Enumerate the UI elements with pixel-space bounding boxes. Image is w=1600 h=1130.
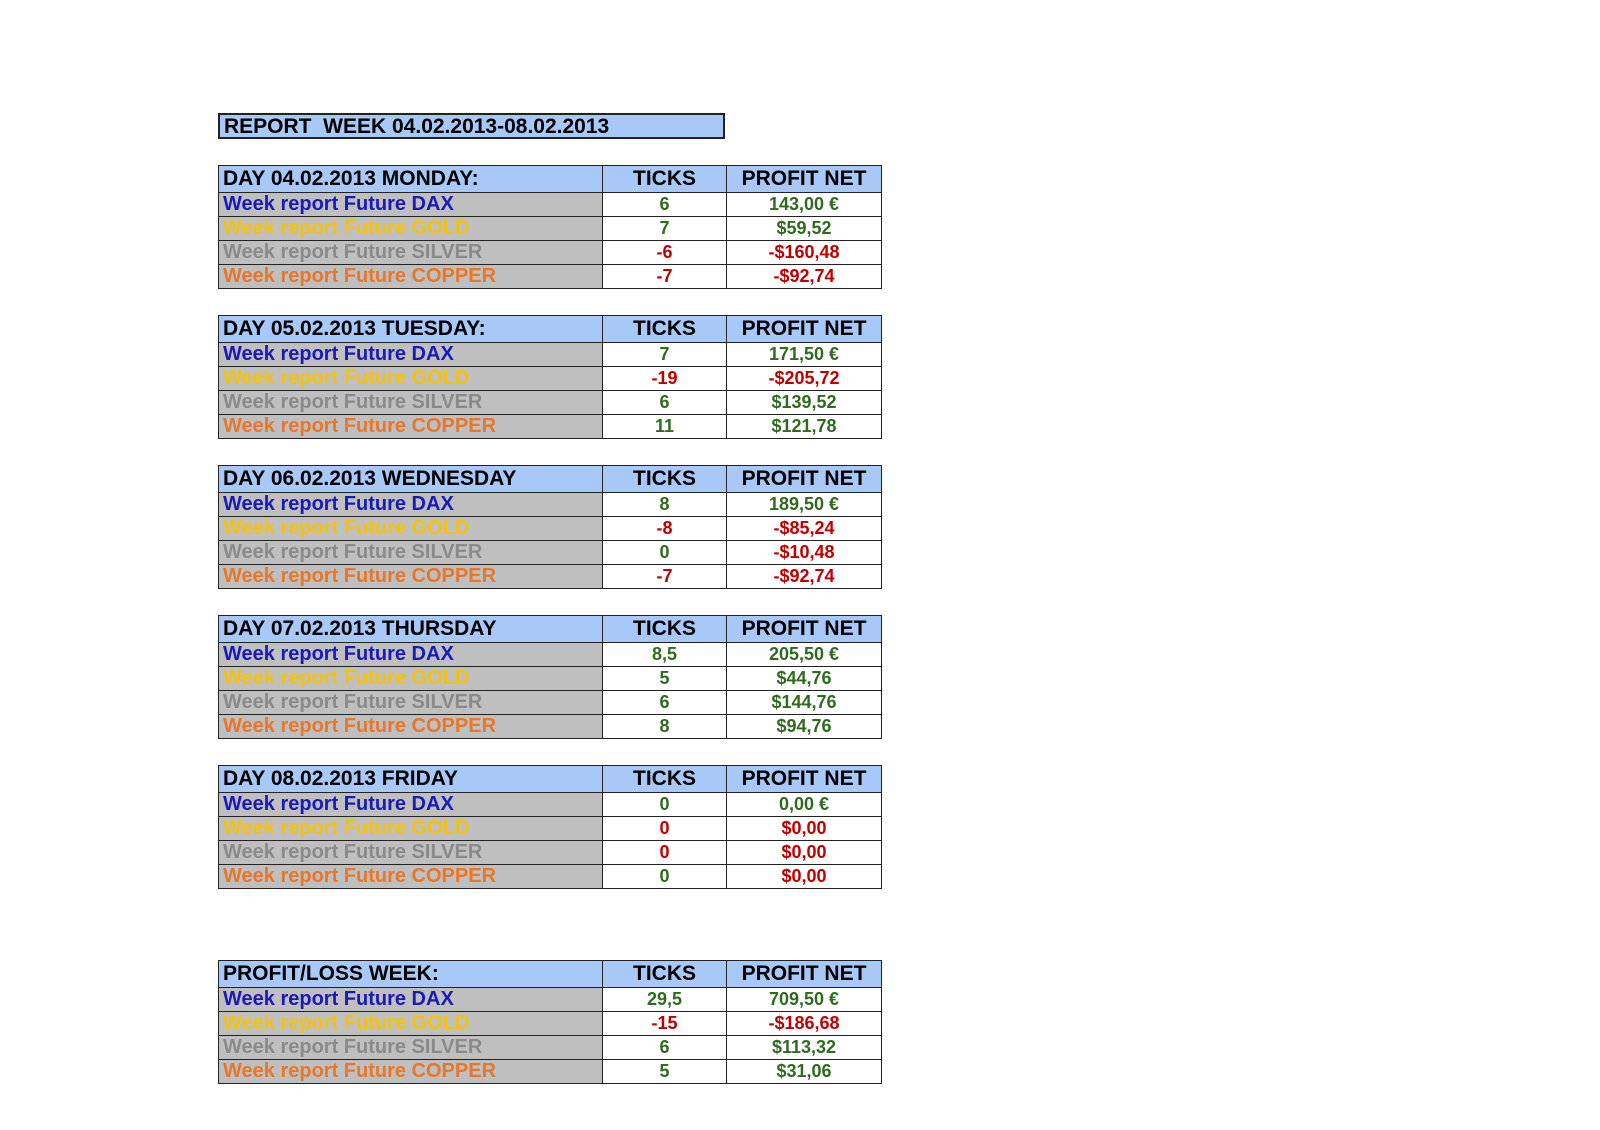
ticks-header: TICKS (603, 316, 727, 343)
instrument-gold: Week report Future GOLD (219, 517, 603, 541)
profit-cell: $59,52 (727, 217, 882, 241)
ticks-header: TICKS (603, 166, 727, 193)
table-header-row (219, 316, 882, 343)
day-table-monday (218, 165, 882, 289)
table-row (219, 793, 882, 817)
instrument-silver: Week report Future SILVER (219, 1036, 603, 1060)
week-total-table (218, 960, 882, 1084)
table-row (219, 367, 882, 391)
instrument-copper: Week report Future COPPER (219, 715, 603, 739)
instrument-dax: Week report Future DAX (219, 793, 603, 817)
day-table-friday (218, 765, 882, 889)
ticks-cell: -8 (603, 517, 727, 541)
table-row (219, 841, 882, 865)
report-title: REPORT WEEK 04.02.2013-08.02.2013 (218, 113, 725, 139)
ticks-header: TICKS (603, 616, 727, 643)
table-row (219, 541, 882, 565)
day-label: DAY 06.02.2013 WEDNESDAY (219, 466, 603, 493)
instrument-gold: Week report Future GOLD (219, 1012, 603, 1036)
profit-cell: 189,50 € (727, 493, 882, 517)
table-header-row (219, 166, 882, 193)
ticks-cell: 7 (603, 343, 727, 367)
ticks-cell: 0 (603, 865, 727, 889)
profit-header: PROFIT NET (727, 166, 882, 193)
ticks-cell: -19 (603, 367, 727, 391)
ticks-cell: 5 (603, 1060, 727, 1084)
ticks-cell: -6 (603, 241, 727, 265)
day-label: DAY 04.02.2013 MONDAY: (219, 166, 603, 193)
instrument-copper: Week report Future COPPER (219, 265, 603, 289)
instrument-gold: Week report Future GOLD (219, 367, 603, 391)
profit-header: PROFIT NET (727, 466, 882, 493)
profit-cell: -$85,24 (727, 517, 882, 541)
ticks-cell: -7 (603, 565, 727, 589)
table-row (219, 493, 882, 517)
table-row (219, 817, 882, 841)
instrument-silver: Week report Future SILVER (219, 691, 603, 715)
profit-cell: $144,76 (727, 691, 882, 715)
ticks-cell: 0 (603, 541, 727, 565)
table-header-row (219, 961, 882, 988)
table-row (219, 667, 882, 691)
profit-cell: $44,76 (727, 667, 882, 691)
profit-cell: -$205,72 (727, 367, 882, 391)
ticks-cell: 5 (603, 667, 727, 691)
instrument-dax: Week report Future DAX (219, 343, 603, 367)
profit-cell: $139,52 (727, 391, 882, 415)
table-row (219, 565, 882, 589)
profit-header: PROFIT NET (727, 316, 882, 343)
ticks-cell: 0 (603, 817, 727, 841)
instrument-dax: Week report Future DAX (219, 493, 603, 517)
ticks-cell: 7 (603, 217, 727, 241)
instrument-copper: Week report Future COPPER (219, 1060, 603, 1084)
day-table-thursday (218, 615, 882, 739)
profit-cell: $0,00 (727, 841, 882, 865)
ticks-header: TICKS (603, 766, 727, 793)
table-header-row (219, 466, 882, 493)
profit-cell: -$92,74 (727, 265, 882, 289)
ticks-cell: 8,5 (603, 643, 727, 667)
profit-cell: $94,76 (727, 715, 882, 739)
table-header-row (219, 766, 882, 793)
instrument-gold: Week report Future GOLD (219, 667, 603, 691)
table-row (219, 517, 882, 541)
table-row (219, 415, 882, 439)
profit-cell: -$186,68 (727, 1012, 882, 1036)
day-table-wednesday (218, 465, 882, 589)
instrument-dax: Week report Future DAX (219, 193, 603, 217)
profit-cell: 205,50 € (727, 643, 882, 667)
table-row (219, 715, 882, 739)
table-row (219, 391, 882, 415)
ticks-cell: 11 (603, 415, 727, 439)
ticks-cell: -15 (603, 1012, 727, 1036)
ticks-cell: 6 (603, 193, 727, 217)
ticks-cell: 8 (603, 715, 727, 739)
profit-cell: $0,00 (727, 817, 882, 841)
table-header-row (219, 616, 882, 643)
instrument-dax: Week report Future DAX (219, 643, 603, 667)
ticks-cell: 0 (603, 793, 727, 817)
instrument-silver: Week report Future SILVER (219, 391, 603, 415)
instrument-silver: Week report Future SILVER (219, 541, 603, 565)
table-row (219, 1036, 882, 1060)
profit-cell: $113,32 (727, 1036, 882, 1060)
ticks-cell: 8 (603, 493, 727, 517)
profit-header: PROFIT NET (727, 961, 882, 988)
profit-cell: $0,00 (727, 865, 882, 889)
instrument-silver: Week report Future SILVER (219, 841, 603, 865)
profit-cell: -$160,48 (727, 241, 882, 265)
instrument-copper: Week report Future COPPER (219, 565, 603, 589)
instrument-copper: Week report Future COPPER (219, 415, 603, 439)
profit-cell: 709,50 € (727, 988, 882, 1012)
table-row (219, 865, 882, 889)
ticks-cell: 29,5 (603, 988, 727, 1012)
table-row (219, 193, 882, 217)
ticks-cell: -7 (603, 265, 727, 289)
table-row (219, 1060, 882, 1084)
table-row (219, 343, 882, 367)
table-row (219, 691, 882, 715)
table-row (219, 241, 882, 265)
profit-header: PROFIT NET (727, 616, 882, 643)
ticks-header: TICKS (603, 961, 727, 988)
ticks-cell: 6 (603, 691, 727, 715)
week-total-label: PROFIT/LOSS WEEK: (219, 961, 603, 988)
instrument-gold: Week report Future GOLD (219, 817, 603, 841)
instrument-dax: Week report Future DAX (219, 988, 603, 1012)
instrument-copper: Week report Future COPPER (219, 865, 603, 889)
profit-cell: $121,78 (727, 415, 882, 439)
profit-cell: 143,00 € (727, 193, 882, 217)
profit-header: PROFIT NET (727, 766, 882, 793)
table-row (219, 1012, 882, 1036)
ticks-cell: 6 (603, 1036, 727, 1060)
instrument-gold: Week report Future GOLD (219, 217, 603, 241)
day-label: DAY 08.02.2013 FRIDAY (219, 766, 603, 793)
table-row (219, 217, 882, 241)
day-table-tuesday (218, 315, 882, 439)
table-row (219, 988, 882, 1012)
ticks-header: TICKS (603, 466, 727, 493)
instrument-silver: Week report Future SILVER (219, 241, 603, 265)
table-row (219, 643, 882, 667)
ticks-cell: 0 (603, 841, 727, 865)
profit-cell: 171,50 € (727, 343, 882, 367)
day-label: DAY 05.02.2013 TUESDAY: (219, 316, 603, 343)
profit-cell: -$92,74 (727, 565, 882, 589)
profit-cell: -$10,48 (727, 541, 882, 565)
table-row (219, 265, 882, 289)
profit-cell: 0,00 € (727, 793, 882, 817)
profit-cell: $31,06 (727, 1060, 882, 1084)
ticks-cell: 6 (603, 391, 727, 415)
day-label: DAY 07.02.2013 THURSDAY (219, 616, 603, 643)
